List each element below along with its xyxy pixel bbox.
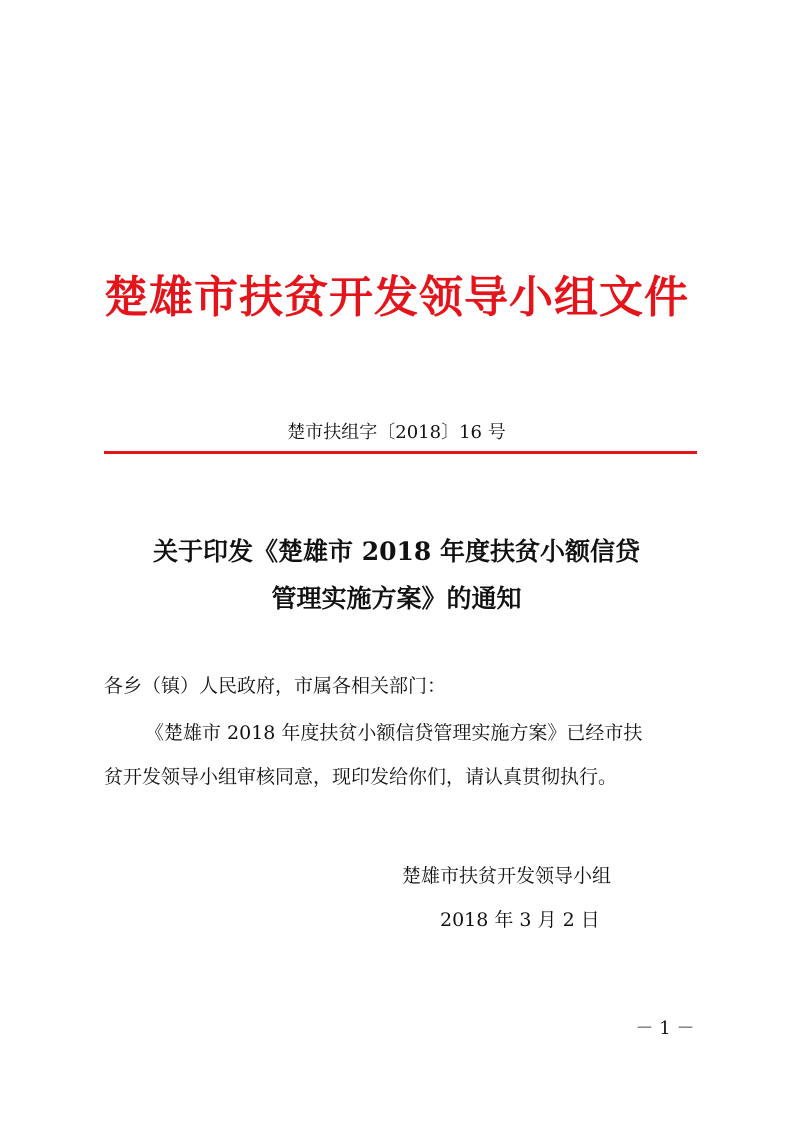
notice-title-line-2: 管理实施方案》的通知 (271, 584, 522, 613)
page-number: － 1 － (635, 1018, 695, 1039)
notice-title (0, 528, 793, 622)
document-number: 楚市扶组字〔2018〕16 号 (287, 422, 506, 443)
signature-organization: 楚雄市扶贫开发领导小组 (402, 865, 612, 887)
red-divider-line (104, 451, 697, 454)
notice-title-line-1: 关于印发《楚雄市 2018 年度扶贫小额信贷 (153, 537, 640, 566)
body-line-1: 《楚雄市 2018 年度扶贫小额信贷管理实施方案》已经市扶 (145, 722, 643, 744)
salutation: 各乡（镇）人民政府，市属各相关部门： (104, 675, 447, 697)
signature-block (384, 854, 664, 942)
document-header-title: 楚雄市扶贫开发领导小组文件 (104, 272, 689, 323)
signature-date: 2018 年 3 月 2 日 (440, 909, 600, 931)
body-paragraph (104, 711, 697, 799)
body-line-2: 贫开发领导小组审核同意，现印发给你们，请认真贯彻执行。 (104, 766, 618, 788)
